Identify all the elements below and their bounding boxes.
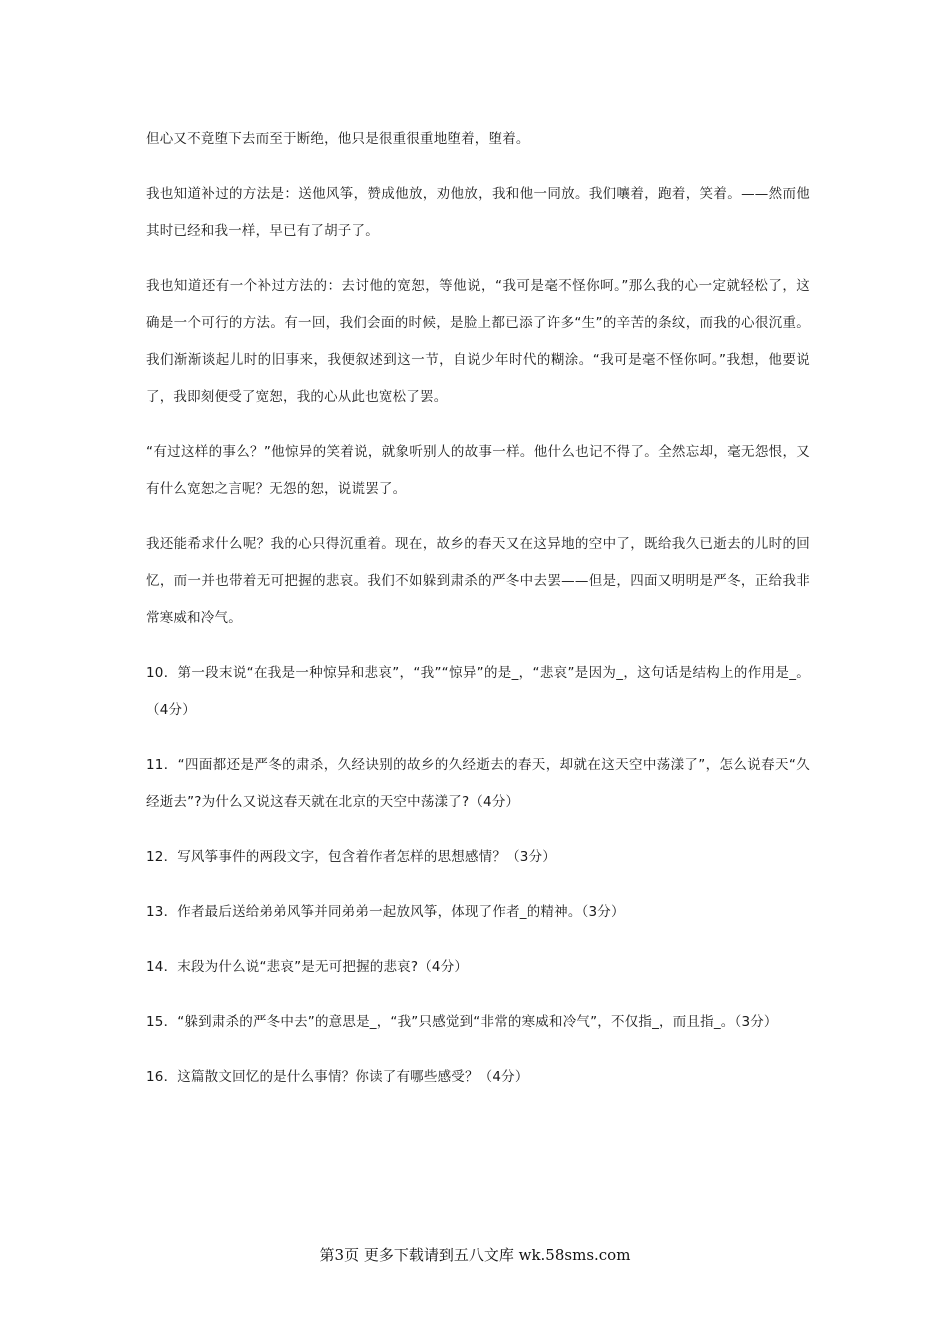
question-13: 13．作者最后送给弟弟风筝并同弟弟一起放风筝，体现了作者_的精神。（3分） (146, 904, 625, 920)
question-16: 16．这篇散文回忆的是什么事情？你读了有哪些感受？（4分） (146, 1069, 529, 1085)
passage-paragraph-2: 我也知道补过的方法是：送他风筝，赞成他放，劝他放，我和他一同放。我们嚷着，跑着，笑着。——然而他其时已经和我一样，早已有了胡子了。 (146, 186, 810, 239)
question-11: 11．“四面都还是严冬的肃杀，久经诀别的故乡的久经逝去的春天，却就在这天空中荡漾了”，怎么说春天“久经逝去”?为什么又说这春天就在北京的天空中荡漾了?（4分） (146, 757, 810, 810)
passage-paragraph-4: “有过这样的事么？”他惊异的笑着说，就象听别人的故事一样。他什么也记不得了。全然忘却，毫无怨恨，又有什么宽恕之言呢？无怨的恕，说谎罢了。 (146, 444, 810, 497)
question-15: 15．“躲到肃杀的严冬中去”的意思是_，“我”只感觉到“非常的寒威和冷气”，不仅指_，而且指_。（3分） (146, 1014, 778, 1030)
question-12: 12．写风筝事件的两段文字，包含着作者怎样的思想感情？（3分） (146, 849, 556, 865)
question-14: 14．末段为什么说“悲哀”是无可把握的悲哀?（4分） (146, 959, 469, 975)
document-body (146, 121, 810, 1114)
passage-paragraph-1: 但心又不竟堕下去而至于断绝，他只是很重很重地堕着，堕着。 (146, 131, 530, 147)
question-10: 10．第一段末说“在我是一种惊异和悲哀”，“我”“惊异”的是_，“悲哀”是因为_，这句话是结构上的作用是_。（4分） (146, 665, 810, 718)
page-footer: 第3页 更多下载请到五八文库 wk.58sms.com (319, 1246, 631, 1264)
passage-paragraph-3: 我也知道还有一个补过方法的：去讨他的宽恕，等他说，“我可是毫不怪你呵。”那么我的心一定就轻松了，这确是一个可行的方法。有一回，我们会面的时候，是脸上都已添了许多“生”的辛苦的条纹，而我的心很沉重。我们渐渐谈起儿时的旧事来，我便叙述到这一节，自说少年时代的糊涂。“我可是毫不怪你呵。”我想，他要说了，我即刻便受了宽恕，我的心从此也宽松了罢。 (146, 278, 810, 405)
passage-paragraph-5: 我还能希求什么呢？我的心只得沉重着。现在，故乡的春天又在这异地的空中了，既给我久已逝去的儿时的回忆，而一并也带着无可把握的悲哀。我们不如躲到肃杀的严冬中去罢——但是，四面又明明是严冬，正给我非常寒威和冷气。 (146, 536, 810, 626)
